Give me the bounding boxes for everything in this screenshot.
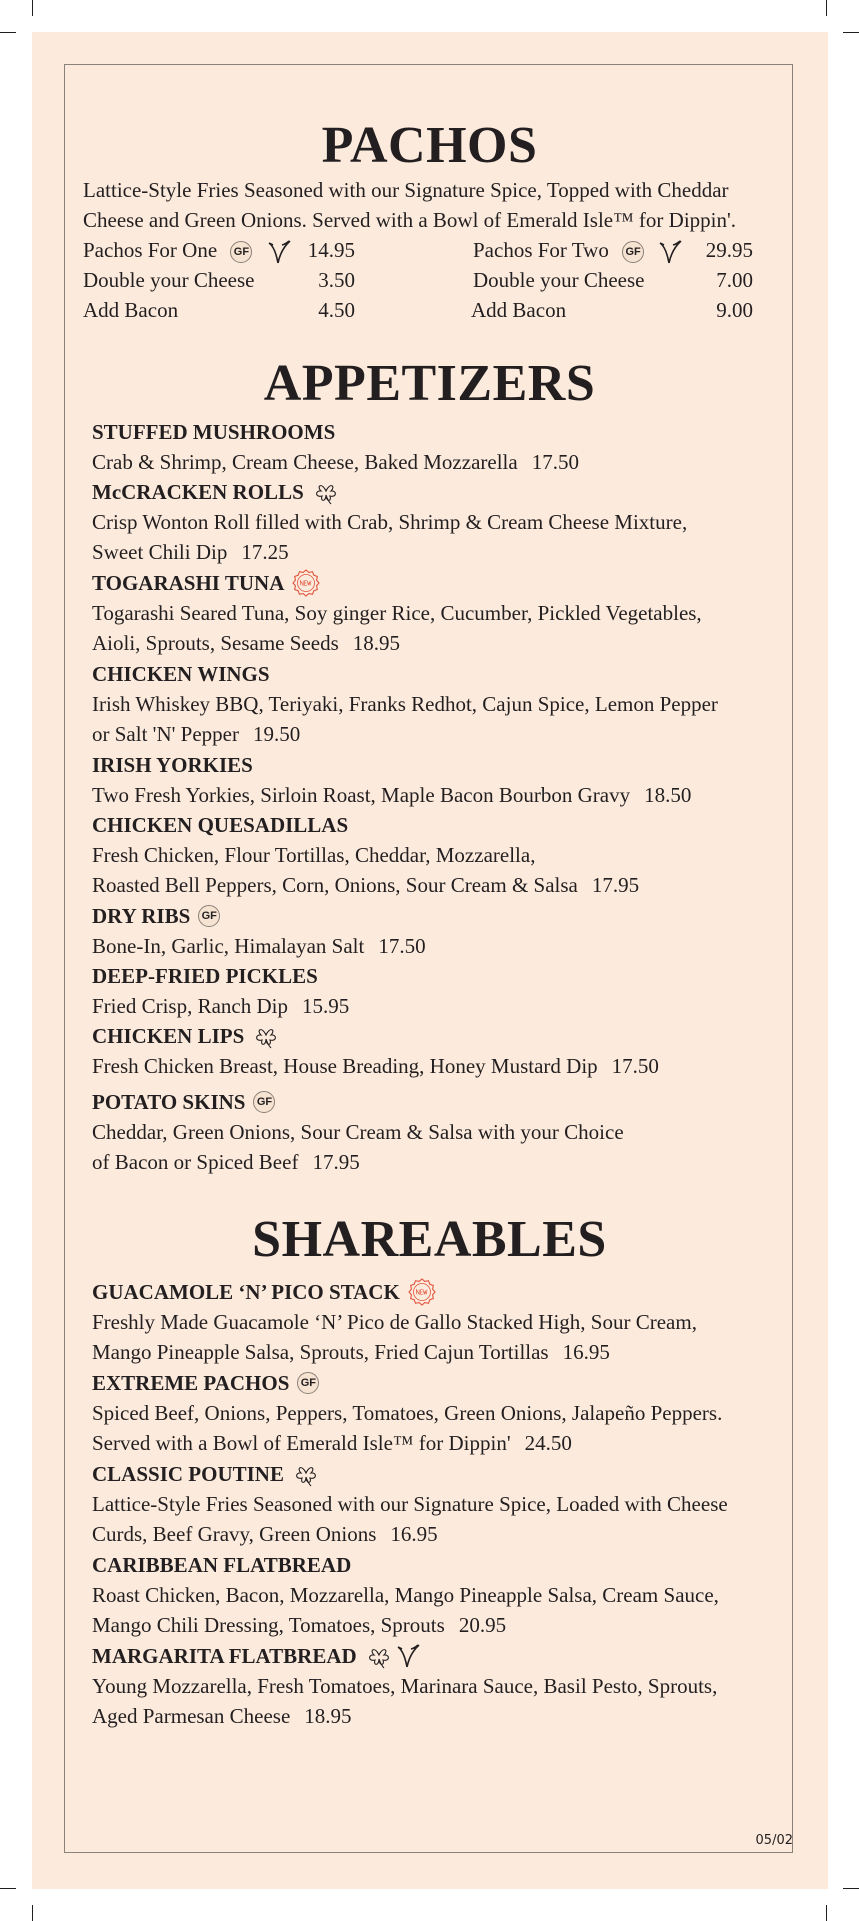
crop-mark (826, 0, 827, 16)
gluten-free-badge: GF (622, 241, 644, 263)
price-label: Add Bacon (471, 298, 567, 322)
price-value: 7.00 (716, 268, 753, 292)
vegetarian-icon (266, 239, 292, 265)
menu-item-price: 17.95 (591, 873, 640, 897)
menu-item-name: STUFFED MUSHROOMS (92, 420, 336, 444)
menu-item-price: 17.25 (241, 540, 289, 564)
menu-item-price: 18.95 (304, 1704, 352, 1728)
price-value: 4.50 (318, 298, 355, 322)
price-label: Pachos For One GF (83, 235, 292, 265)
menu-item-name: TOGARASHI TUNA (92, 568, 792, 598)
menu-item-description: Bone-In, Garlic, Himalayan Salt 17.50 (92, 934, 426, 958)
menu-item-description: Irish Whiskey BBQ, Teriyaki, Franks Redhot, Cajun Spice, Lemon Pepper (92, 692, 718, 716)
menu-item-description: Aioli, Sprouts, Sesame Seeds 18.95 (92, 631, 400, 655)
menu-item-description: Roast Chicken, Bacon, Mozzarella, Mango Pineapple Salsa, Cream Sauce, (92, 1583, 719, 1607)
menu-item-description: or Salt 'N' Pepper 19.50 (92, 722, 301, 746)
crop-mark (32, 1905, 33, 1921)
crop-mark (0, 32, 16, 33)
price-value: 9.00 (716, 298, 753, 322)
menu-item-price: 17.50 (378, 934, 426, 958)
menu-item-price: 19.50 (252, 722, 301, 746)
pachos-price-row (83, 265, 355, 295)
menu-item-name: McCRACKEN ROLLS (92, 477, 792, 507)
pachos-price-row (473, 265, 753, 295)
pachos-price-row (83, 235, 355, 265)
menu-item-description: Mango Pineapple Salsa, Sprouts, Fried Cajun Tortillas 16.95 (92, 1340, 610, 1364)
menu-item-description: Lattice-Style Fries Seasoned with our Signature Spice, Loaded with Cheese (92, 1492, 728, 1516)
gluten-free-badge: GF (230, 241, 252, 263)
crop-mark (843, 1888, 859, 1889)
crop-mark (826, 1905, 827, 1921)
menu-item-price: 17.50 (611, 1054, 659, 1078)
pachos-description-line: Cheese and Green Onions. Served with a Bowl of Emerald Isle™ for Dippin'. (83, 208, 737, 232)
menu-item-description: Roasted Bell Peppers, Corn, Onions, Sour Cream & Salsa 17.95 (92, 873, 640, 897)
crop-mark (0, 1888, 16, 1889)
menu-item-description: Cheddar, Green Onions, Sour Cream & Salsa with your Choice (92, 1120, 624, 1144)
menu-item (92, 1368, 792, 1458)
clover-icon (312, 478, 340, 506)
menu-item-description: Togarashi Seared Tuna, Soy ginger Rice, Cucumber, Pickled Vegetables, (92, 601, 702, 625)
menu-item (92, 750, 792, 810)
menu-item-name: IRISH YORKIES (92, 753, 253, 777)
clover-icon (365, 1642, 393, 1670)
menu-item-description: Mango Chili Dressing, Tomatoes, Sprouts 20.95 (92, 1613, 507, 1637)
menu-item-name: CLASSIC POUTINE (92, 1459, 792, 1489)
crop-mark (843, 32, 859, 33)
menu-item-description: Two Fresh Yorkies, Sirloin Roast, Maple Bacon Bourbon Gravy 18.50 (92, 783, 692, 807)
menu-item-name: MARGARITA FLATBREAD (92, 1641, 792, 1671)
gluten-free-badge: GF (198, 905, 220, 927)
menu-item-description: Crab & Shrimp, Cream Cheese, Baked Mozzarella 17.50 (92, 450, 579, 474)
menu-item-name: POTATO SKINS GF (92, 1087, 792, 1117)
pachos-price-row (471, 295, 753, 325)
price-label: Double your Cheese (473, 268, 645, 292)
gluten-free-badge: GF (253, 1091, 275, 1113)
menu-item (92, 568, 792, 658)
menu-item-price: 24.50 (524, 1431, 572, 1455)
menu-item-price: 18.95 (352, 631, 400, 655)
menu-item-price: 17.95 (312, 1150, 360, 1174)
menu-item-name: CHICKEN WINGS (92, 662, 270, 686)
menu-item-description: Served with a Bowl of Emerald Isle™ for Dippin' 24.50 (92, 1431, 572, 1455)
menu-item-name: DEEP-FRIED PICKLES (92, 964, 318, 988)
menu-item-description: Fresh Chicken Breast, House Breading, Honey Mustard Dip 17.50 (92, 1054, 659, 1078)
new-icon (408, 1278, 436, 1306)
menu-item-name: DRY RIBS GF (92, 901, 792, 931)
price-value: 29.95 (705, 238, 753, 262)
vegetarian-icon (395, 1643, 421, 1669)
menu-item-description: Freshly Made Guacamole ‘N’ Pico de Gallo Stacked High, Sour Cream, (92, 1310, 697, 1334)
gluten-free-badge: GF (297, 1372, 319, 1394)
pachos-description (83, 175, 783, 235)
menu-item-price: 18.50 (644, 783, 692, 807)
price-label: Add Bacon (83, 298, 179, 322)
section-title-shareables: SHAREABLES (252, 1211, 607, 1268)
menu-item-price: 16.95 (390, 1522, 438, 1546)
menu-item-name: EXTREME PACHOS GF (92, 1368, 792, 1398)
menu-item-description: Sweet Chili Dip 17.25 (92, 540, 289, 564)
menu-item (92, 477, 792, 567)
menu-item-description: of Bacon or Spiced Beef 17.95 (92, 1150, 360, 1174)
menu-item-name: GUACAMOLE ‘N’ PICO STACK (92, 1277, 792, 1307)
pachos-price-row (473, 235, 753, 265)
price-value: 14.95 (307, 238, 355, 262)
menu-item-name: CARIBBEAN FLATBREAD (92, 1553, 352, 1577)
menu-item-price: 16.95 (562, 1340, 610, 1364)
menu-item-description: Fresh Chicken, Flour Tortillas, Cheddar, Mozzarella, (92, 843, 536, 867)
menu-item (92, 1021, 792, 1081)
section-title-pachos: PACHOS (321, 117, 538, 174)
section-title-appetizers: APPETIZERS (263, 355, 596, 412)
menu-item (92, 1087, 792, 1177)
crop-mark (32, 0, 33, 16)
menu-item (92, 961, 792, 1021)
print-date-code: 05/02 (755, 1833, 793, 1848)
menu-item-name: CHICKEN LIPS (92, 1021, 792, 1051)
menu-item-description: Curds, Beef Gravy, Green Onions 16.95 (92, 1522, 438, 1546)
price-value: 3.50 (318, 268, 355, 292)
menu-item-description: Young Mozzarella, Fresh Tomatoes, Marinara Sauce, Basil Pesto, Sprouts, (92, 1674, 718, 1698)
pachos-description-line: Lattice-Style Fries Seasoned with our Signature Spice, Topped with Cheddar (83, 178, 729, 202)
menu-item-price: 15.95 (301, 994, 350, 1018)
menu-item (92, 1550, 792, 1640)
menu-item (92, 901, 792, 961)
new-icon (292, 569, 320, 597)
menu-item-description: Aged Parmesan Cheese 18.95 (92, 1704, 352, 1728)
vegetarian-icon (657, 239, 683, 265)
menu-item-description: Spiced Beef, Onions, Peppers, Tomatoes, Green Onions, Jalapeño Peppers. (92, 1401, 723, 1425)
pachos-price-row (83, 295, 355, 325)
menu-item-price: 17.50 (531, 450, 579, 474)
menu-item-description: Fried Crisp, Ranch Dip 15.95 (92, 994, 350, 1018)
menu-item (92, 417, 792, 477)
clover-icon (252, 1022, 280, 1050)
menu-item (92, 810, 792, 900)
menu-item-description: Crisp Wonton Roll filled with Crab, Shrimp & Cream Cheese Mixture, (92, 510, 688, 534)
menu-item-price: 20.95 (458, 1613, 507, 1637)
clover-icon (292, 1460, 320, 1488)
price-label: Pachos For Two GF (473, 235, 683, 265)
menu-item (92, 659, 792, 749)
menu-item (92, 1641, 792, 1731)
menu-item (92, 1459, 792, 1549)
price-label: Double your Cheese (83, 268, 255, 292)
menu-item-name: CHICKEN QUESADILLAS (92, 813, 349, 837)
menu-item (92, 1277, 792, 1367)
